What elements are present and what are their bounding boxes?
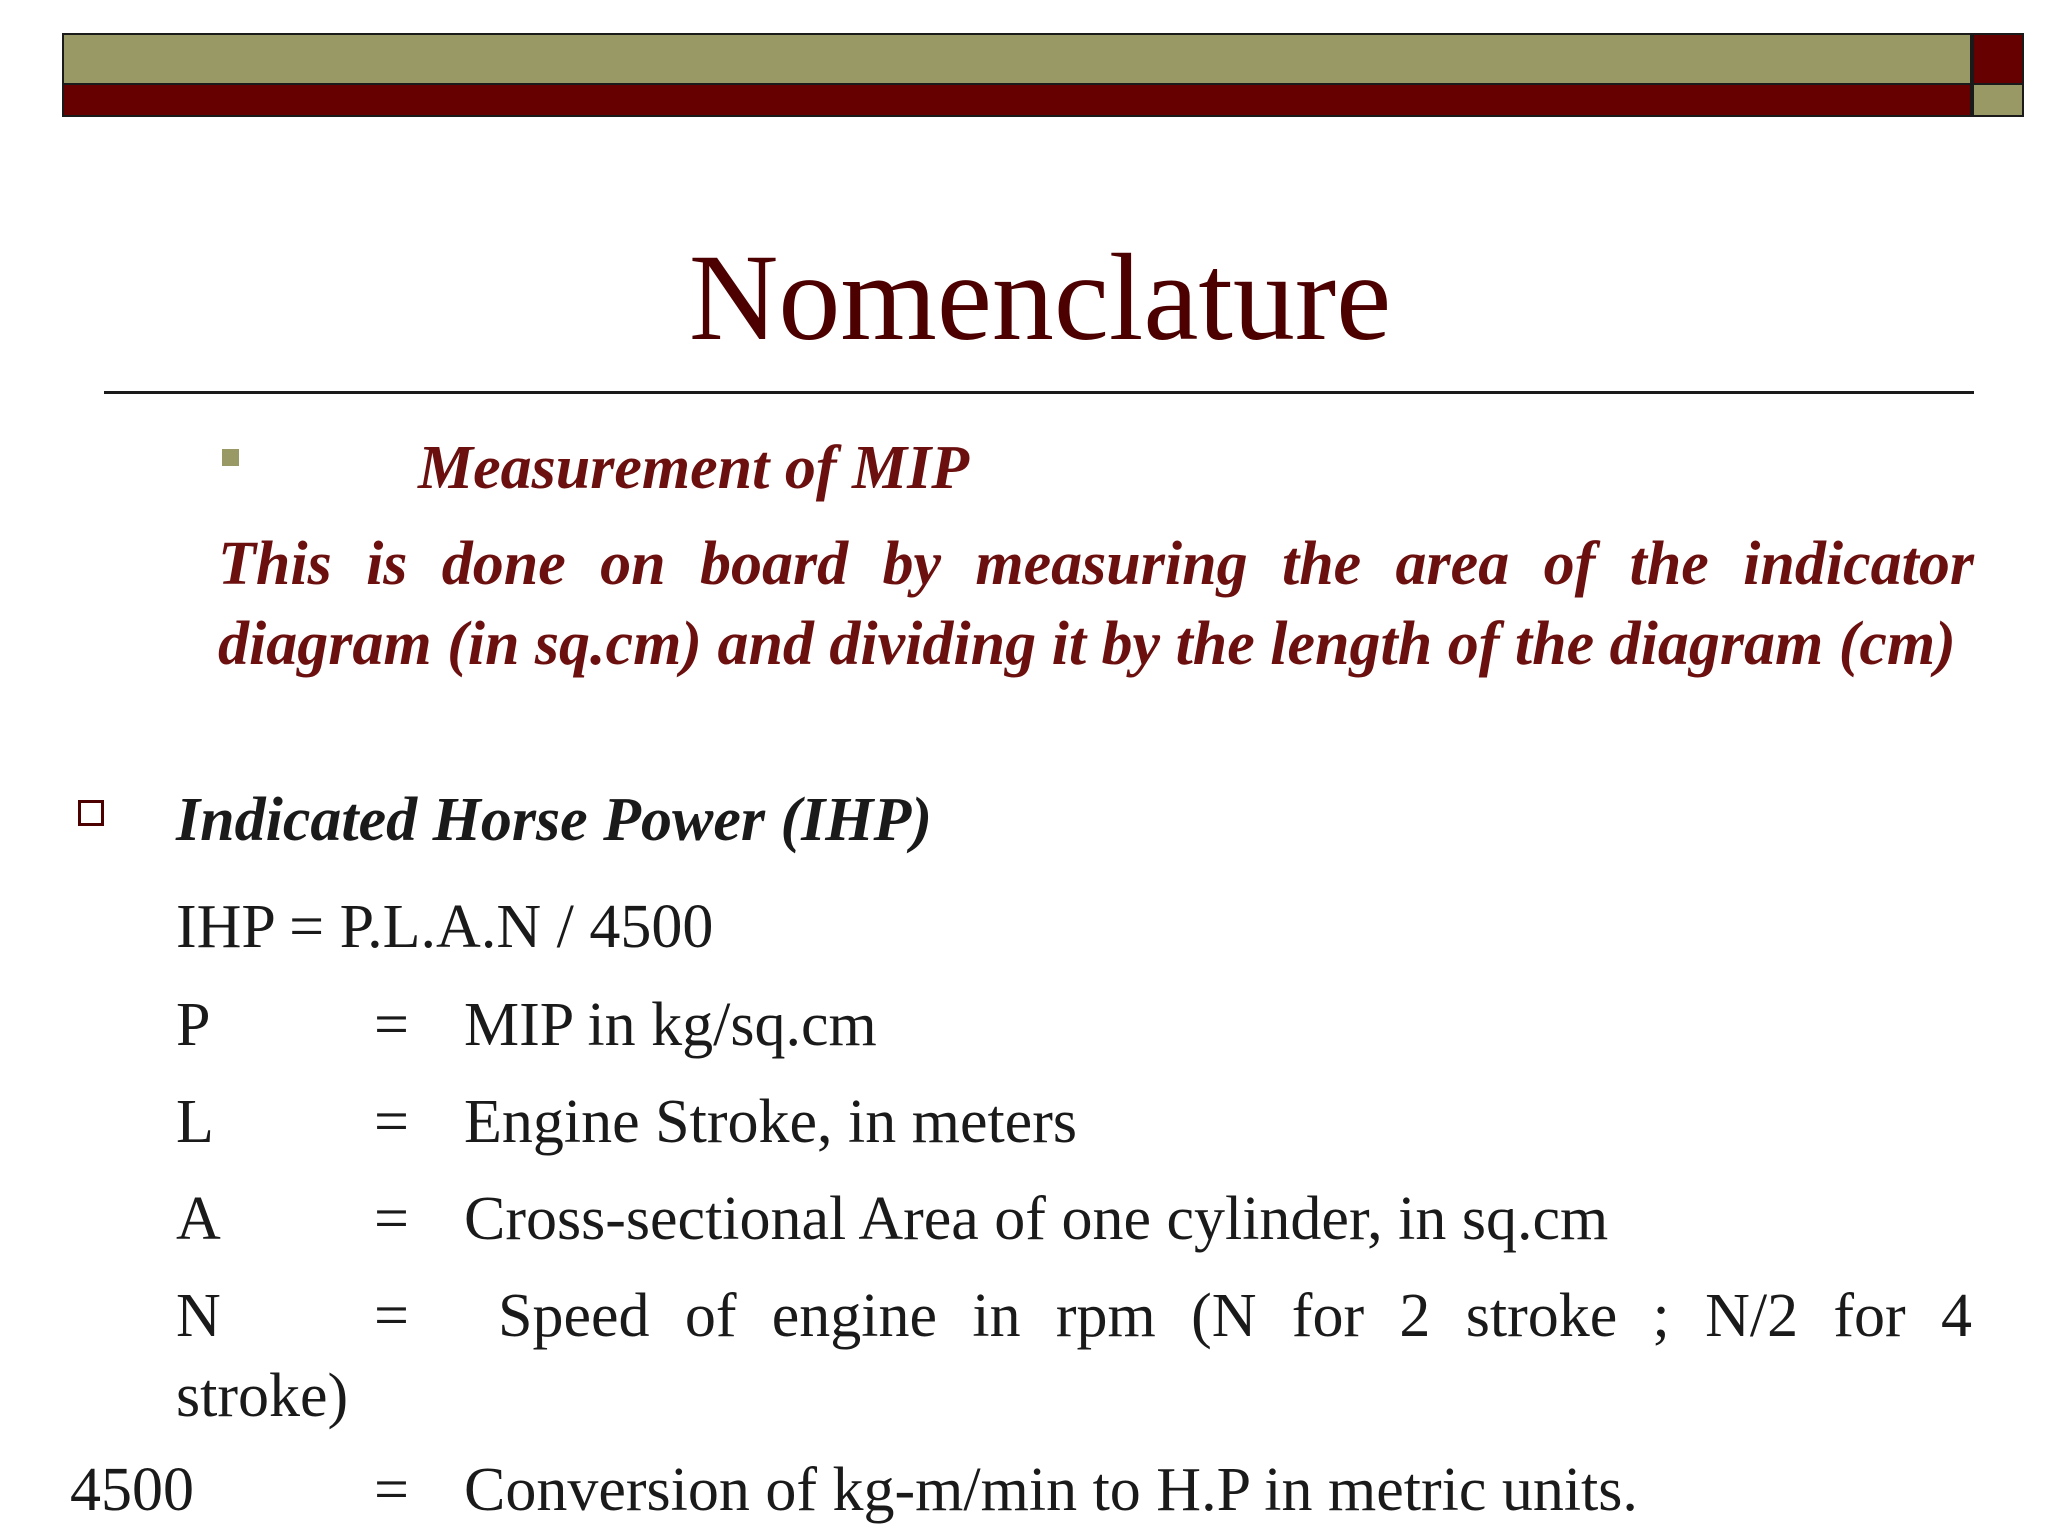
definition-symbol: L: [176, 1088, 214, 1156]
definition-meaning: MIP in kg/sq.cm: [464, 991, 877, 1059]
header-corner-olive: [1972, 85, 2024, 117]
subsection-heading: Measurement of MIP: [418, 434, 970, 502]
definition-meaning: Engine Stroke, in meters: [464, 1088, 1077, 1156]
definition-symbol: N: [176, 1282, 221, 1350]
definition-equals: =: [374, 991, 409, 1059]
ihp-formula: IHP = P.L.A.N / 4500: [176, 893, 714, 961]
header-band-maroon: [62, 85, 1972, 117]
definition-meaning: Speed of engine in rpm (N for 2 stroke ; N/2 for 4: [498, 1282, 1972, 1350]
definition-equals: =: [374, 1185, 409, 1253]
definition-symbol: P: [176, 991, 211, 1059]
definition-meaning-continued: stroke): [176, 1362, 349, 1430]
definition-meaning: Cross-sectional Area of one cylinder, in sq.cm: [464, 1185, 1609, 1253]
definition-equals: =: [374, 1282, 409, 1350]
title-divider: [104, 391, 1974, 394]
definition-symbol: A: [176, 1185, 221, 1253]
filled-square-icon: [222, 449, 239, 466]
definition-meaning: Conversion of kg-m/min to H.P in metric units.: [464, 1456, 1638, 1524]
section-heading: Indicated Horse Power (IHP): [176, 786, 932, 854]
definition-equals: =: [374, 1456, 409, 1524]
definition-symbol: 4500: [70, 1456, 194, 1524]
header-corner-maroon: [1972, 33, 2024, 85]
definition-equals: =: [374, 1088, 409, 1156]
slide-title: Nomenclature: [688, 229, 1392, 366]
subsection-paragraph: This is done on board by measuring the area of the indicator diagram (in sq.cm) and dividing it by the length of the diagram (cm): [218, 530, 1974, 678]
hollow-square-icon: [78, 800, 104, 826]
header-band-olive: [62, 33, 1972, 85]
